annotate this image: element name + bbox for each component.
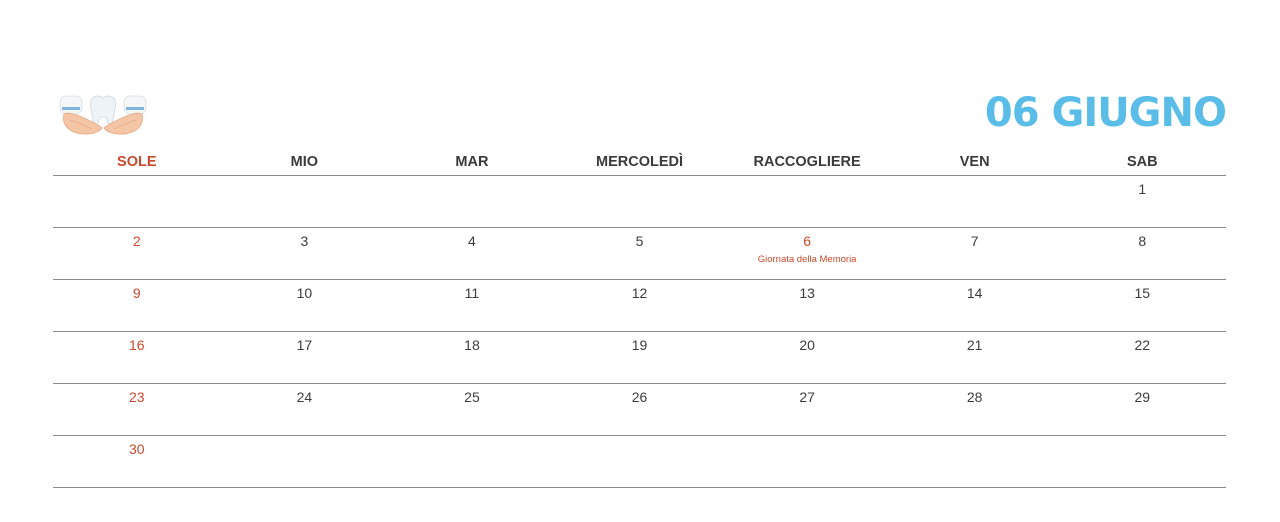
weekday-header-friday: VEN <box>959 154 990 170</box>
day-cell <box>221 436 389 487</box>
day-number: 2 <box>132 233 141 249</box>
day-number: 27 <box>799 389 815 405</box>
week-row <box>53 280 1226 332</box>
day-number: 3 <box>300 233 309 249</box>
weekday-header-sunday: SOLE <box>117 154 157 170</box>
holiday-label: Giornata della Memoria <box>757 254 857 265</box>
day-cell <box>221 176 389 227</box>
month-title: 06 GIUGNO <box>984 90 1226 136</box>
week-row <box>53 176 1226 228</box>
day-cell <box>891 436 1059 487</box>
weekday-header-saturday: SAB <box>1126 154 1158 170</box>
day-cell <box>53 280 221 331</box>
month-calendar <box>53 150 1226 488</box>
day-cell <box>723 332 891 383</box>
day-number: 13 <box>799 285 815 301</box>
weekday-header-tuesday: MAR <box>455 154 489 170</box>
day-cell <box>891 280 1059 331</box>
day-number: 18 <box>464 337 480 353</box>
day-number: 16 <box>129 337 145 353</box>
day-cell <box>388 176 556 227</box>
day-cell <box>1058 384 1226 435</box>
holiday-day-cell <box>723 228 891 279</box>
day-cell <box>556 228 724 279</box>
day-cell <box>723 436 891 487</box>
day-cell <box>388 436 556 487</box>
day-cell <box>221 332 389 383</box>
day-cell <box>221 384 389 435</box>
tooth-in-hands-icon <box>58 92 148 138</box>
day-number: 14 <box>966 285 983 301</box>
day-number: 12 <box>631 285 648 301</box>
day-cell <box>556 436 724 487</box>
day-number: 28 <box>966 389 983 405</box>
day-cell <box>388 228 556 279</box>
day-cell <box>53 332 221 383</box>
day-number: 1 <box>1138 181 1147 197</box>
day-cell <box>388 384 556 435</box>
day-cell <box>891 228 1059 279</box>
weekday-header-row <box>53 150 1226 176</box>
day-cell <box>723 280 891 331</box>
day-cell <box>1058 280 1226 331</box>
day-number: 23 <box>129 389 145 405</box>
day-number: 19 <box>631 337 648 353</box>
day-cell <box>556 280 724 331</box>
day-cell <box>388 280 556 331</box>
day-number: 11 <box>464 285 480 301</box>
day-number: 29 <box>1134 389 1151 405</box>
day-cell <box>53 384 221 435</box>
week-row <box>53 228 1226 280</box>
day-number: 30 <box>129 441 145 457</box>
day-number: 6 <box>803 233 811 249</box>
day-number: 17 <box>296 337 313 353</box>
day-cell <box>891 332 1059 383</box>
weekday-header-wednesday: MERCOLEDÌ <box>596 154 684 170</box>
day-number: 4 <box>468 233 476 249</box>
day-cell <box>53 436 221 487</box>
day-cell <box>723 176 891 227</box>
day-cell <box>556 332 724 383</box>
day-cell <box>556 384 724 435</box>
day-cell <box>388 332 556 383</box>
day-cell <box>891 384 1059 435</box>
day-cell <box>1058 176 1226 227</box>
day-cell <box>221 280 389 331</box>
day-cell <box>1058 332 1226 383</box>
day-number: 21 <box>966 337 983 353</box>
week-row <box>53 436 1226 488</box>
day-number: 10 <box>296 285 313 301</box>
day-cell <box>1058 436 1226 487</box>
day-number: 5 <box>635 233 644 249</box>
day-number: 24 <box>296 389 313 405</box>
day-number: 15 <box>1134 285 1151 301</box>
day-cell <box>53 228 221 279</box>
day-number: 7 <box>970 233 979 249</box>
day-cell <box>723 384 891 435</box>
day-number: 9 <box>132 285 141 301</box>
day-number: 25 <box>464 389 480 405</box>
day-cell <box>891 176 1059 227</box>
day-cell <box>1058 228 1226 279</box>
day-number: 22 <box>1134 337 1151 353</box>
week-row <box>53 332 1226 384</box>
weekday-header-monday: MIO <box>290 154 319 170</box>
weekday-header-thursday: RACCOGLIERE <box>753 154 861 170</box>
day-cell <box>556 176 724 227</box>
day-number: 8 <box>1138 233 1147 249</box>
week-row <box>53 384 1226 436</box>
day-cell <box>221 228 389 279</box>
day-number: 26 <box>631 389 648 405</box>
day-number: 20 <box>799 337 815 353</box>
day-cell <box>53 176 221 227</box>
